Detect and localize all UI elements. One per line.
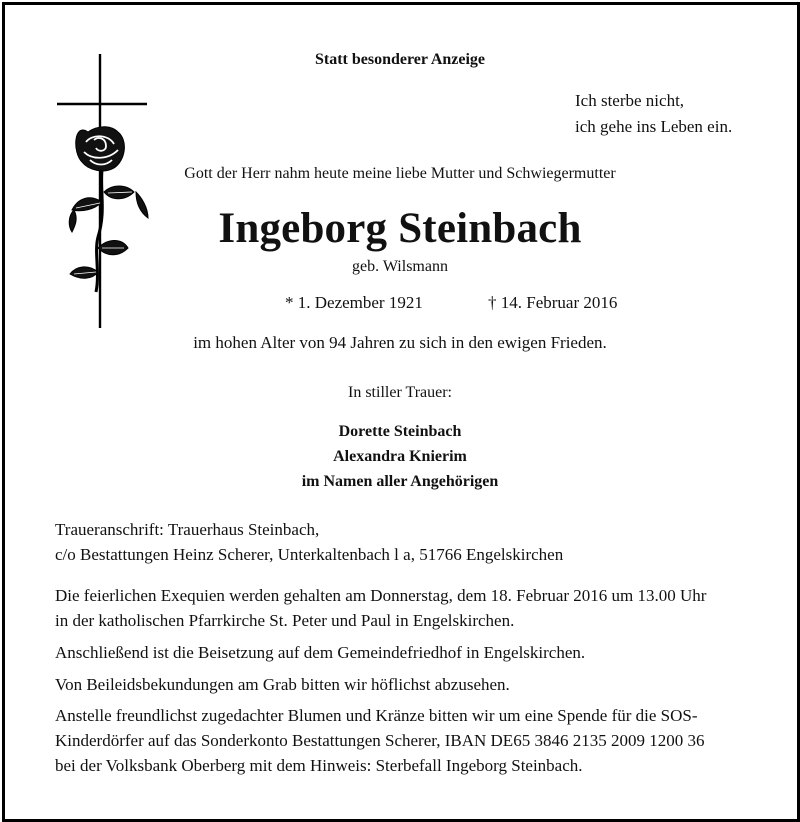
mourning-address: [55, 517, 755, 567]
text-line: Kinderdörfer auf das Sonderkonto Bestattungen Scherer, IBAN DE65 3846 2135 2009 1200 36: [55, 731, 705, 750]
age-text: im hohen Alter von 94 Jahren zu sich in den ewigen Frieden.: [193, 333, 607, 352]
donation-paragraph: [55, 703, 755, 778]
quote-line-1: Ich sterbe nicht,: [575, 91, 685, 110]
death-date: † 14. Februar 2016: [488, 293, 618, 312]
maiden-name: geb. Wilsmann: [352, 258, 448, 275]
cross-rose-icon: [52, 52, 152, 332]
exequien-paragraph: [55, 583, 755, 633]
text-line: Von Beileidsbekundungen am Grab bitten wir höflichst abzusehen.: [55, 675, 510, 694]
text-line: bei der Volksbank Oberberg mit dem Hinweis: Sterbefall Ingeborg Steinbach.: [55, 756, 583, 775]
condolence-paragraph: [55, 672, 755, 697]
mourning-heading: In stiller Trauer:: [348, 384, 452, 401]
text-line: Anschließend ist die Beisetzung auf dem Gemeindefriedhof in Engelskirchen.: [55, 643, 586, 662]
burial-paragraph: [55, 640, 755, 665]
text-line: Die feierlichen Exequien werden gehalten am Donnerstag, dem 18. Februar 2016 um 13.00 Uhr: [55, 586, 707, 605]
address-line: Traueranschrift: Trauerhaus Steinbach,: [55, 520, 320, 539]
mourner-relatives: im Namen aller Angehörigen: [301, 473, 499, 490]
mourner-name: Dorette Steinbach: [338, 423, 462, 440]
text-line: Anstelle freundlichst zugedachter Blumen und Kränze bitten wir um eine Spende für die SOS-: [55, 706, 698, 725]
mourner-name: Alexandra Knierim: [333, 448, 467, 465]
quote-line-2: ich gehe ins Leben ein.: [575, 117, 733, 136]
text-line: in der katholischen Pfarrkirche St. Peter und Paul in Engelskirchen.: [55, 611, 515, 630]
intro-text: Gott der Herr nahm heute meine liebe Mutter und Schwiegermutter: [184, 165, 616, 182]
notice-header: Statt besonderer Anzeige: [314, 51, 486, 68]
address-line: c/o Bestattungen Heinz Scherer, Unterkaltenbach l a, 51766 Engelskirchen: [55, 545, 564, 564]
birth-date: * 1. Dezember 1921: [285, 293, 423, 312]
deceased-name: Ingeborg Steinbach: [218, 205, 582, 252]
